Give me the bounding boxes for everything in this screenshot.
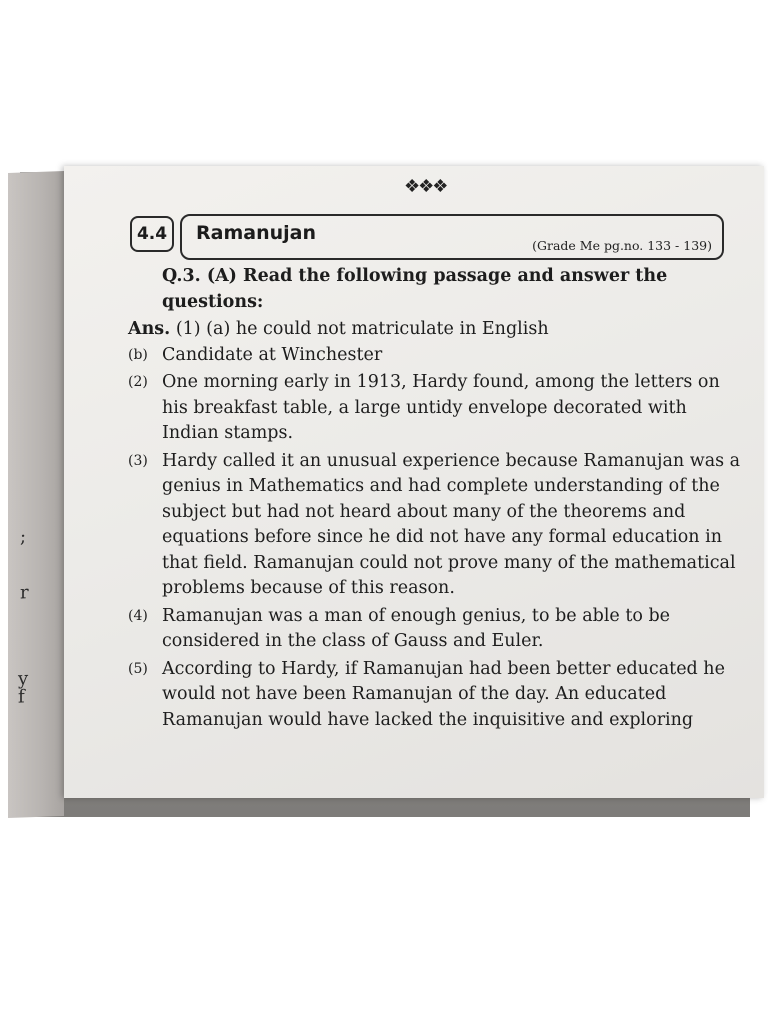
margin-mark: f <box>18 686 25 708</box>
chapter-title-box <box>180 214 724 260</box>
margin-mark: ; <box>20 526 27 548</box>
answer-number: (5) <box>128 660 148 677</box>
answer-1a-text: (1) (a) he could not matriculate in English <box>175 319 549 339</box>
question-heading: Q.3. (A) Read the following passage and answer the questions: <box>162 266 668 312</box>
answer-1a <box>128 317 748 343</box>
answer-text: One morning early in 1913, Hardy found, among the letters on his breakfast table, a large untidy envelope decorated with Indian stamps. <box>162 372 720 443</box>
answer-5 <box>128 657 748 734</box>
answer-4 <box>128 604 748 655</box>
book-page <box>64 166 764 798</box>
chapter-title: Ramanujan <box>196 222 316 244</box>
page-reference: (Grade Me pg.no. 133 - 139) <box>532 238 712 253</box>
answer-label: Ans. <box>128 319 171 339</box>
book-photo <box>20 172 750 817</box>
answer-number: (4) <box>128 607 148 624</box>
margin-mark: y <box>18 668 29 690</box>
ornament-icon: ❖❖❖ <box>404 176 447 197</box>
left-page-edge <box>8 171 64 818</box>
margin-mark: r <box>20 582 29 604</box>
answer-number: (2) <box>128 374 148 390</box>
answer-2 <box>128 370 748 447</box>
answer-number: (3) <box>128 452 148 469</box>
chapter-number: 4.4 <box>130 216 174 252</box>
answer-text: Ramanujan was a man of enough genius, to be able to be considered in the class of Gauss and Euler. <box>162 605 671 651</box>
answer-text: Hardy called it an unusual experience because Ramanujan was a genius in Mathematics and had complete understanding of the subject but had not heard about many of the theorems and equations before since he did not have any formal education in that field. Ramanujan could not prove many of the mathematical problems because of this reason. <box>162 450 741 598</box>
answer-3 <box>128 449 748 602</box>
answer-number: (b) <box>128 346 148 363</box>
answer-content <box>128 264 748 733</box>
answer-text: According to Hardy, if Ramanujan had been better educated he would not have been Ramanujan of the day. An educated Ramanujan would have lacked the inquisitive and exploring <box>162 658 725 730</box>
answer-1b <box>128 343 748 369</box>
answer-text: Candidate at Winchester <box>162 344 383 365</box>
